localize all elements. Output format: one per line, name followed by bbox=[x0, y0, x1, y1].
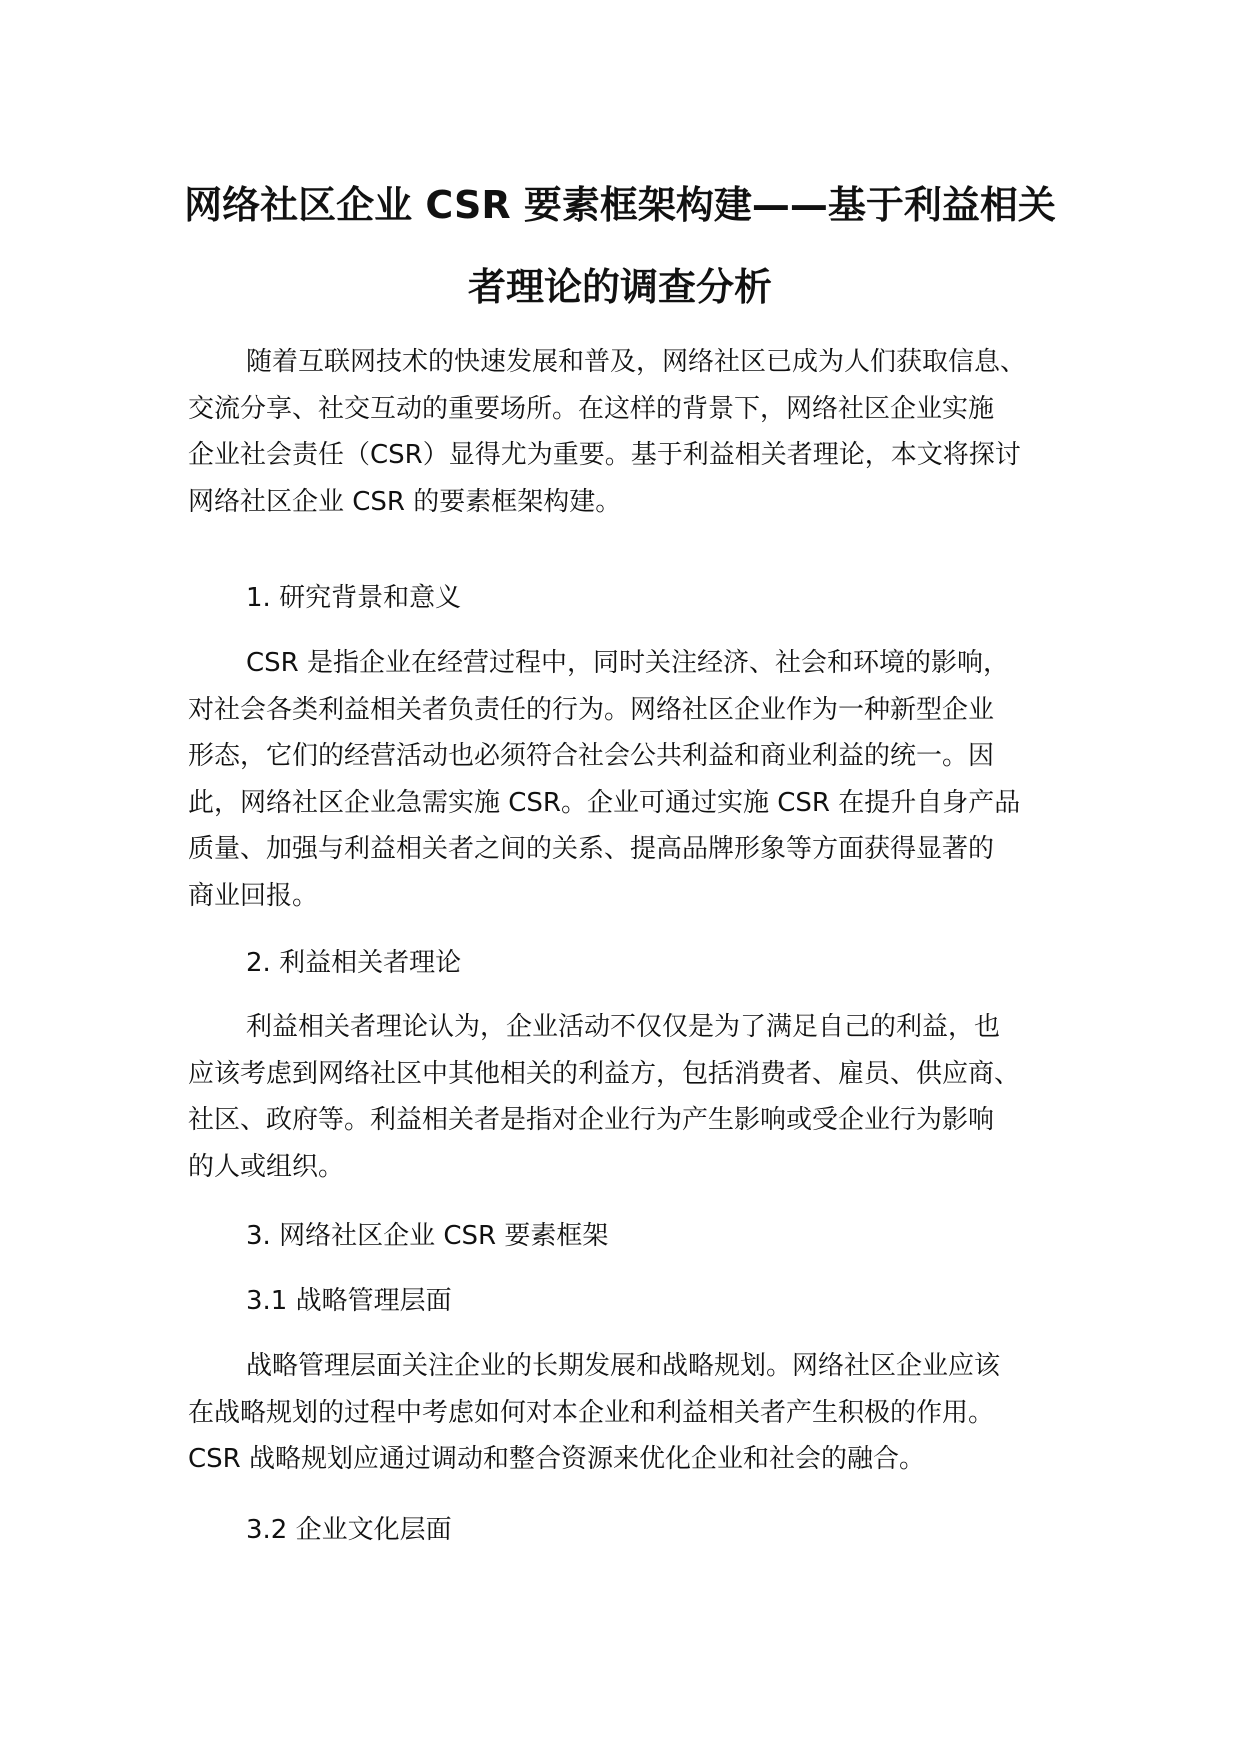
paragraph-line: 质量、加强与利益相关者之间的关系、提高品牌形象等方面获得显著的 bbox=[188, 834, 995, 864]
section-3-2-heading: 3.2 企业文化层面 bbox=[246, 1515, 452, 1545]
paragraph-line: 此，网络社区企业急需实施 CSR。企业可通过实施 CSR 在提升自身产品 bbox=[188, 787, 1021, 818]
section-3-heading: 3. 网络社区企业 CSR 要素框架 bbox=[246, 1221, 609, 1251]
paragraph-line: 利益相关者理论认为，企业活动不仅仅是为了满足自己的利益，也 bbox=[246, 1012, 1001, 1042]
section-2-paragraph bbox=[188, 1004, 1088, 1190]
paragraph-line: 战略管理层面关注企业的长期发展和战略规划。网络社区企业应该 bbox=[246, 1351, 1001, 1381]
paragraph-line: 随着互联网技术的快速发展和普及，网络社区已成为人们获取信息、 bbox=[246, 347, 1027, 377]
paragraph-line: CSR 战略规划应通过调动和整合资源来优化企业和社会的融合。 bbox=[188, 1444, 925, 1474]
section-1-heading: 1. 研究背景和意义 bbox=[246, 583, 462, 613]
paragraph-line: CSR 是指企业在经营过程中，同时关注经济、社会和环境的影响， bbox=[246, 648, 1009, 678]
section-1-paragraph bbox=[188, 640, 1088, 919]
document-title-line-1: 网络社区企业 CSR 要素框架构建——基于利益相关 bbox=[184, 183, 1056, 227]
section-2-heading: 2. 利益相关者理论 bbox=[246, 948, 462, 978]
paragraph-line: 对社会各类利益相关者负责任的行为。网络社区企业作为一种新型企业 bbox=[188, 694, 995, 725]
paragraph-line: 企业社会责任（CSR）显得尤为重要。基于利益相关者理论，本文将探讨 bbox=[188, 440, 1021, 470]
paragraph-line: 网络社区企业 CSR 的要素框架构建。 bbox=[188, 486, 622, 517]
intro-paragraph bbox=[188, 339, 1088, 525]
paragraph-line: 应该考虑到网络社区中其他相关的利益方，包括消费者、雇员、供应商、 bbox=[188, 1058, 1021, 1089]
paragraph-line: 形态，它们的经营活动也必须符合社会公共利益和商业利益的统一。因 bbox=[188, 741, 995, 771]
paragraph-line: 商业回报。 bbox=[188, 880, 319, 911]
section-3-1-heading: 3.1 战略管理层面 bbox=[246, 1286, 452, 1316]
paragraph-line: 的人或组织。 bbox=[188, 1151, 345, 1182]
section-3-1-paragraph bbox=[188, 1343, 1088, 1483]
document-title-line-2: 者理论的调查分析 bbox=[467, 265, 772, 309]
paragraph-line: 在战略规划的过程中考虑如何对本企业和利益相关者产生积极的作用。 bbox=[188, 1397, 995, 1428]
paragraph-line: 交流分享、社交互动的重要场所。在这样的背景下，网络社区企业实施 bbox=[188, 393, 995, 424]
paragraph-line: 社区、政府等。利益相关者是指对企业行为产生影响或受企业行为影响 bbox=[188, 1105, 995, 1135]
